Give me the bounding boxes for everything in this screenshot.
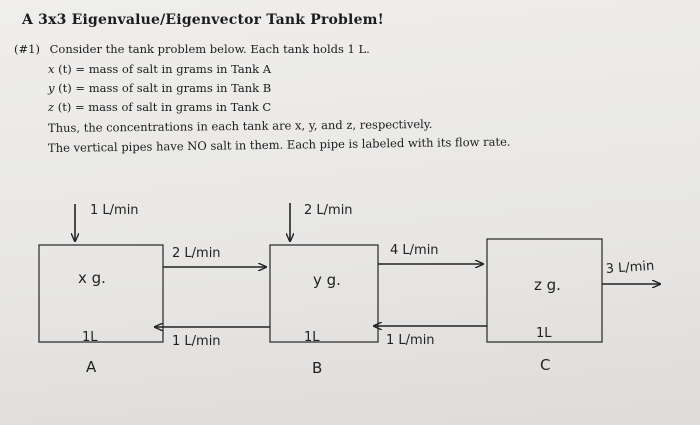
page-title: A 3x3 Eigenvalue/Eigenvector Tank Problem! bbox=[22, 12, 385, 28]
inflow-a-label: 1 L/min bbox=[90, 203, 139, 218]
pipes-line: The vertical pipes have NO salt in them. Each pipe is labeled with its flow rate. bbox=[47, 134, 511, 155]
b-to-a-label: 1 L/min bbox=[172, 334, 221, 349]
tank-a-name: A bbox=[86, 358, 97, 376]
a-to-b-label: 2 L/min bbox=[172, 246, 221, 261]
definition-x-text: (t) = mass of salt in grams in Tank A bbox=[58, 62, 272, 76]
tank-c-content: z g. bbox=[534, 276, 561, 294]
definition-z-text: (t) = mass of salt in grams in Tank C bbox=[57, 100, 272, 114]
tank-a-content: x g. bbox=[78, 269, 106, 287]
tank-a-volume: 1L bbox=[82, 330, 98, 345]
intro-text: Consider the tank problem below. Each tank holds 1 L. bbox=[49, 42, 370, 56]
tank-b-box bbox=[270, 245, 378, 342]
var-y: y bbox=[48, 81, 55, 95]
tank-b-name: B bbox=[312, 359, 323, 377]
c-to-b-label: 1 L/min bbox=[386, 333, 435, 348]
b-to-c-label: 4 L/min bbox=[390, 243, 439, 258]
problem-number: (#1) bbox=[14, 42, 40, 56]
tank-c-name: C bbox=[540, 356, 551, 374]
tank-b-volume: 1L bbox=[304, 330, 320, 345]
var-x: x bbox=[48, 62, 55, 76]
concentrations-line: Thus, the concentrations in each tank are x, y, and z, respectively. bbox=[47, 116, 433, 135]
tank-a-box bbox=[39, 245, 163, 342]
definition-y-text: (t) = mass of salt in grams in Tank B bbox=[58, 81, 272, 95]
tank-c-volume: 1L bbox=[536, 326, 552, 341]
var-z: z bbox=[48, 100, 55, 114]
outflow-c-label: 3 L/min bbox=[605, 258, 655, 277]
inflow-b-label: 2 L/min bbox=[304, 203, 353, 218]
tank-b-content: y g. bbox=[313, 271, 341, 289]
